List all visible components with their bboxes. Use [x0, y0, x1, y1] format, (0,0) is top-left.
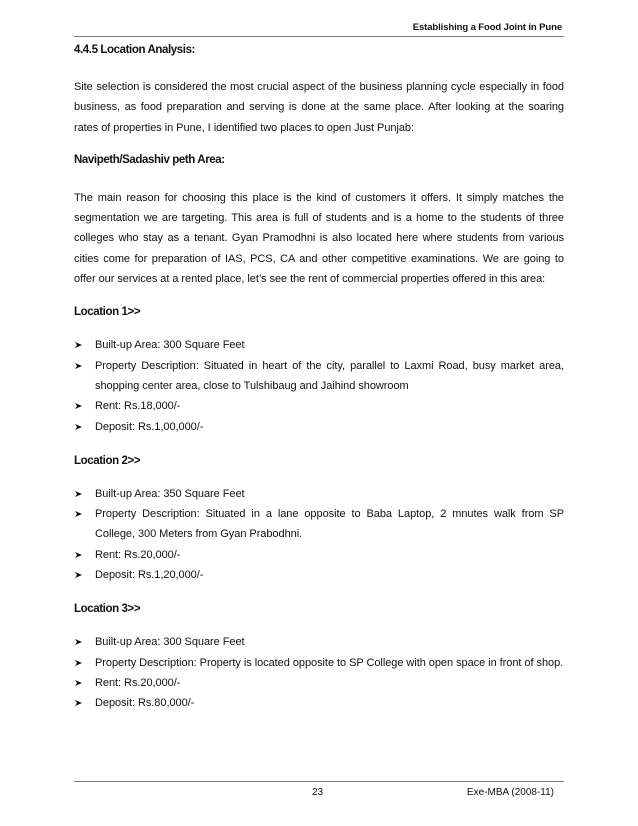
list-item — [74, 565, 564, 585]
list-item-text: Property Description: Situated in a lane opposite to Baba Laptop, 2 mnutes walk from SP College, 300 Meters from Gyan Prabodhni. — [95, 508, 564, 541]
location-3-heading: Location 3>> — [74, 603, 141, 616]
location-1-heading: Location 1>> — [74, 306, 141, 319]
list-item — [74, 545, 564, 565]
location-1-list — [74, 335, 564, 436]
list-item-text: Deposit: Rs.1,00,000/- — [95, 420, 204, 433]
list-item — [74, 335, 564, 355]
location-2-list — [74, 484, 564, 585]
footer-divider — [74, 781, 564, 782]
list-item-text: Rent: Rs.20,000/- — [95, 548, 181, 561]
list-item — [74, 693, 564, 713]
list-item — [74, 356, 564, 397]
arrowhead-bullet-icon — [75, 403, 82, 409]
running-header: Establishing a Food Joint in Pune — [412, 22, 562, 33]
section-intro-paragraph: Site selection is considered the most crucial aspect of the business planning cycle especially in food business, as food preparation and serving is done at the same place. After looking at the soaring rates of properties in Pune, I identified two places to open Just Punjab: — [74, 81, 564, 134]
list-item-text: Property Description: Property is located opposite to SP College with open space in front of shop. — [95, 656, 564, 669]
page-number: 23 — [312, 787, 324, 798]
list-item — [74, 653, 564, 673]
header-divider — [74, 36, 564, 37]
section-heading: 4.4.5 Location Analysis: — [74, 44, 195, 56]
arrowhead-bullet-icon — [75, 511, 82, 517]
location-2-heading: Location 2>> — [74, 454, 141, 467]
arrowhead-bullet-icon — [75, 572, 82, 578]
arrowhead-bullet-icon — [75, 552, 82, 558]
arrowhead-bullet-icon — [75, 639, 82, 645]
arrowhead-bullet-icon — [75, 424, 82, 430]
page-body — [74, 41, 564, 714]
list-item — [74, 504, 564, 545]
area-description-paragraph: The main reason for choosing this place is the kind of customers it offers. It simply matches the segmentation we are targeting. This area is full of students and is a home to the students of three colleges who stay as a tenant. Gyan Pramodhni is also located here where students from various cities come for preparation of IAS, PCS, CA and other competitive examinations. We are going to offer our services at a rented place, let’s see the rent of commercial properties offered in this area: — [74, 191, 564, 286]
arrowhead-bullet-icon — [75, 680, 82, 686]
arrowhead-bullet-icon — [75, 660, 82, 666]
list-item — [74, 417, 564, 437]
footer-course-label: Exe-MBA (2008-11) — [466, 787, 554, 798]
location-3-list — [74, 632, 564, 713]
arrowhead-bullet-icon — [75, 342, 82, 348]
list-item — [74, 484, 564, 504]
list-item-text: Built-up Area: 350 Square Feet — [95, 487, 245, 500]
arrowhead-bullet-icon — [75, 491, 82, 497]
list-item-text: Deposit: Rs.1,20,000/- — [95, 569, 204, 582]
list-item-text: Property Description: Situated in heart of the city, parallel to Laxmi Road, busy market area, shopping center area, close to Tulshibaug and Jaihind showroom — [95, 359, 564, 392]
area-heading: Navipeth/Sadashiv peth Area: — [74, 153, 225, 166]
arrowhead-bullet-icon — [75, 700, 82, 706]
list-item — [74, 632, 564, 652]
list-item-text: Built-up Area: 300 Square Feet — [95, 339, 245, 352]
list-item-text: Rent: Rs.20,000/- — [95, 676, 181, 689]
list-item — [74, 673, 564, 693]
list-item-text: Built-up Area: 300 Square Feet — [95, 636, 245, 649]
list-item-text: Rent: Rs.18,000/- — [95, 400, 181, 413]
list-item — [74, 396, 564, 416]
list-item-text: Deposit: Rs.80,000/- — [95, 697, 195, 710]
arrowhead-bullet-icon — [75, 363, 82, 369]
